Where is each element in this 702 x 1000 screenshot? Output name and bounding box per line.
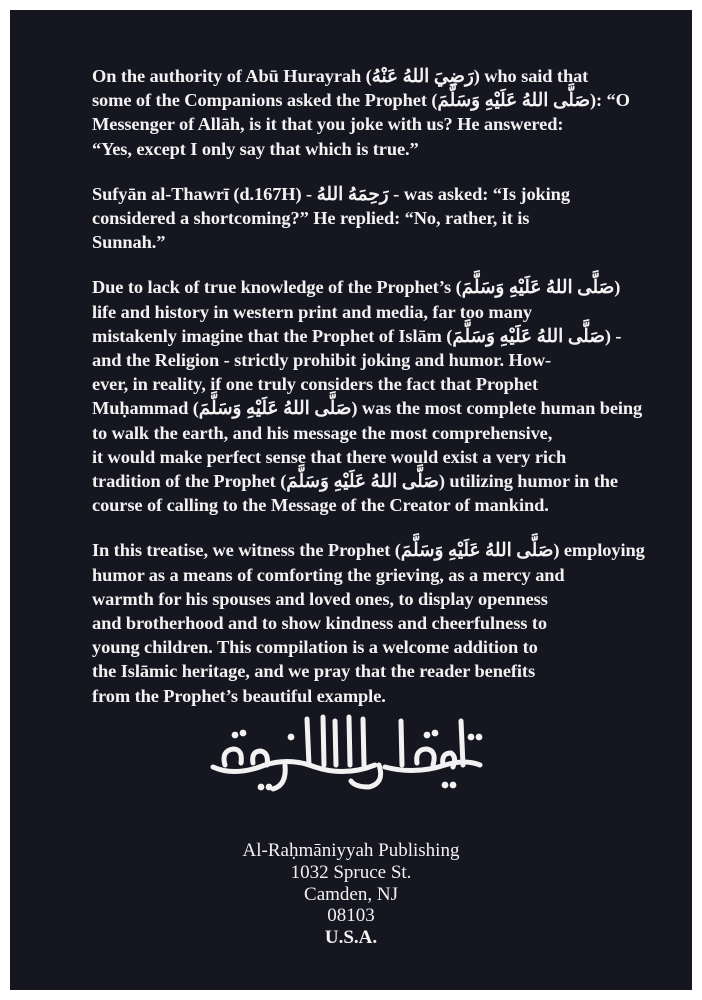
hadith-paragraph: On the authority of Abū Hurayrah (رَضِيَ اللهُ عَنْهُ) who said that some of the Companions asked the Prophet (صَلَّى اللهُ عَلَيْهِ وَسَلَّمَ): “O Messenger of Allāh, is it that you joke with us? He answered: “Yes, except I only say that which is true.” (92, 66, 630, 159)
publisher-address (10, 840, 692, 949)
publisher-city: Camden, NJ (304, 883, 398, 905)
publisher-street: 1032 Spruce St. (290, 861, 412, 883)
arabic-calligraphy-logo-icon (195, 707, 495, 797)
description-text (92, 64, 648, 729)
back-cover (10, 10, 692, 990)
publisher-zip: 08103 (327, 905, 375, 927)
treatise-summary-paragraph: In this treatise, we witness the Prophet (صَلَّى اللهُ عَلَيْهِ وَسَلَّمَ) employing humor as a means of comforting the grieving, as a mercy and warmth for his spouses and loved ones, to display openness and brotherhood and to show kindness and cheerfulness to young children. This compilation is a welcome addition to the Islāmic heritage, and we pray that the reader benefits from the Prophet’s beautiful example. (92, 540, 645, 706)
publisher-name: Al-Raḥmāniyyah Publishing (242, 840, 460, 861)
publisher-country: U.S.A. (324, 927, 378, 949)
humor-context-paragraph: Due to lack of true knowledge of the Prophet’s (صَلَّى اللهُ عَلَيْهِ وَسَلَّمَ) life and history in western print and media, far too many mistakenly imagine that the Prophet of Islām (صَلَّى اللهُ عَلَيْهِ وَسَلَّمَ) - and the Religion - strictly prohibit joking and humor. How- ever, in reality, if one truly considers the fact that Prophet Muḥammad (صَلَّى اللهُ عَلَيْهِ وَسَلَّمَ) was the most complete human being to walk the earth, and his message the most comprehensive, it would make perfect sense that there would exist a very rich tradition of the Prophet (صَلَّى اللهُ عَلَيْهِ وَسَلَّمَ) utilizing humor in the course of calling to the Message of the Creator of mankind. (92, 277, 643, 516)
sufyan-quote-paragraph: Sufyān al-Thawrī (d.167H) - رَحِمَهُ اللهُ - was asked: “Is joking considered a shortcoming?” He replied: “No, rather, it is Sunnah.” (92, 183, 570, 253)
